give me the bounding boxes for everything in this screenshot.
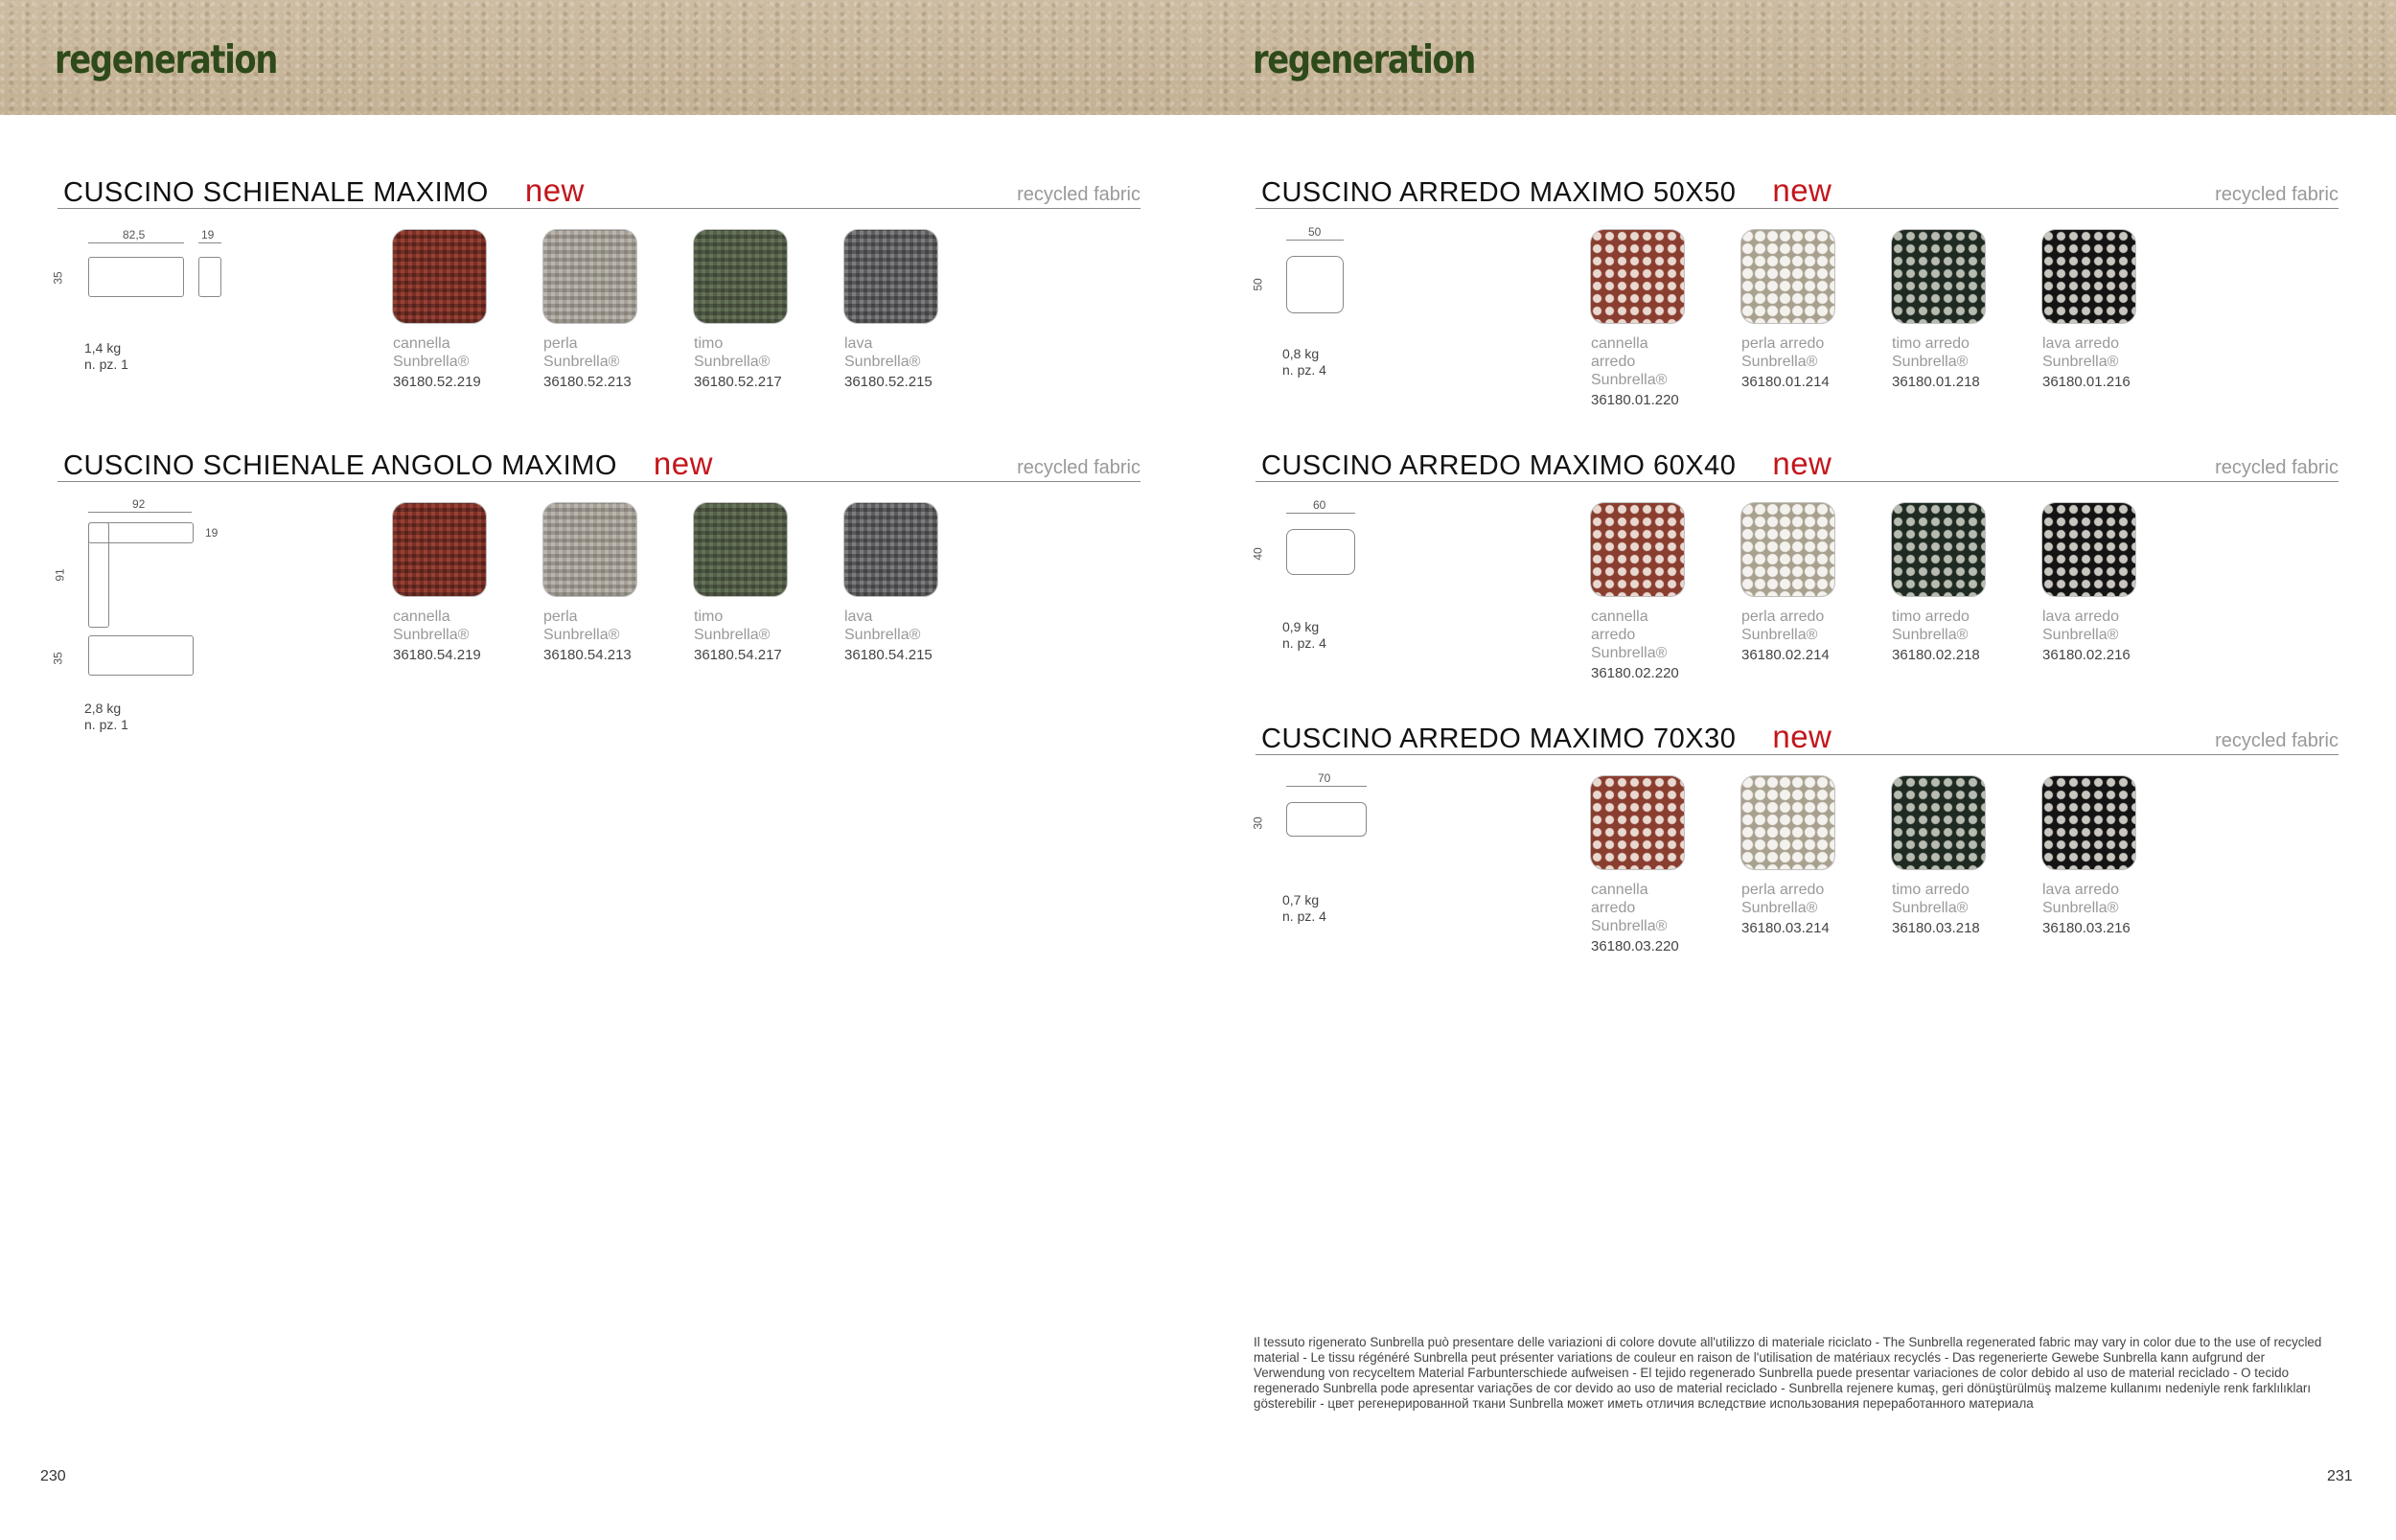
fabric-swatch: cannella arredo Sunbrella® 36180.03.220 — [1591, 776, 1687, 954]
dim-depth: 19 — [201, 228, 215, 241]
disclaimer-text: Il tessuto rigenerato Sunbrella può presentare delle variazioni di colore dovute all'utilizzo di materiale riciclato - The Sunbrella regenerated fabric may vary in color due to the use of recycled material - Le tissu régénéré Sunbrella peut présenter variations de couleur en raison de l'utilisation de matériaux recyclés - Das regenerierte Gewebe Sunbrella kann aufgrund der Verwendung von recyceltem Material Farbunterschiede aufweisen - El tejido regenerado Sunbrella puede presentar variaciones de color debido al uso de material reciclado - O tecido regenerado Sunbrella pode apresentar variações de cor devido ao uso de material reciclado - Sunbrella rejenere kumaş, geri dönüştürülmüş malzeme kullanımı nedeniyle renk farklılıkları gösterebilir - цвет регенерированной ткани Sunbrella может иметь отличия вследствие использования переработанного материала — [1254, 1335, 2322, 1411]
recycled-label: recycled fabric — [2215, 730, 2338, 751]
product-section — [51, 172, 1140, 450]
divider — [58, 208, 1140, 209]
dim-width: 92 — [132, 497, 146, 511]
weight-info: 0,7 kg n. pz. 4 — [1282, 892, 1326, 924]
product-section — [1251, 446, 2338, 724]
dim-height: 50 — [1251, 278, 1265, 291]
brand-logo: regeneration — [55, 36, 278, 82]
new-badge: new — [1772, 172, 1832, 208]
dim-line — [88, 242, 184, 243]
recycled-label: recycled fabric — [1017, 457, 1140, 478]
section-title: CUSCINO SCHIENALE MAXIMO new — [63, 172, 585, 208]
brand-logo: regeneration — [1253, 36, 1476, 82]
cushion-side-view — [198, 257, 221, 297]
dim-height: 35 — [51, 652, 65, 665]
fabric-swatch: lava arredo Sunbrella® 36180.03.216 — [2042, 776, 2138, 936]
fabric-swatch: lava arredo Sunbrella® 36180.02.216 — [2042, 503, 2138, 663]
fabric-swatch: timo arredo Sunbrella® 36180.03.218 — [1892, 776, 1988, 936]
new-badge: new — [524, 172, 585, 208]
fabric-swatch: timo arredo Sunbrella® 36180.02.218 — [1892, 503, 1988, 663]
header-banner-right — [1198, 0, 2396, 115]
dim-height: 91 — [53, 568, 67, 582]
dim-line — [198, 242, 221, 243]
dim-line — [88, 512, 192, 513]
fabric-swatch: lava Sunbrella® 36180.52.215 — [844, 230, 940, 390]
fabric-swatch: cannella Sunbrella® 36180.52.219 — [393, 230, 489, 390]
product-section — [1251, 719, 2338, 997]
dim-width: 82,5 — [123, 228, 146, 241]
dim-line — [1286, 786, 1367, 787]
weight-info: 1,4 kg n. pz. 1 — [84, 340, 128, 372]
weight-info: 0,9 kg n. pz. 4 — [1282, 619, 1326, 651]
fabric-swatch: timo Sunbrella® 36180.54.217 — [694, 503, 790, 663]
page-number-left: 230 — [40, 1468, 66, 1484]
fabric-swatch: lava Sunbrella® 36180.54.215 — [844, 503, 940, 663]
page-number-right: 231 — [2327, 1468, 2353, 1484]
fabric-swatch: perla arredo Sunbrella® 36180.03.214 — [1741, 776, 1837, 936]
dim-height: 35 — [51, 271, 65, 285]
divider — [1256, 754, 2338, 755]
recycled-label: recycled fabric — [2215, 457, 2338, 478]
fabric-swatch: lava arredo Sunbrella® 36180.01.216 — [2042, 230, 2138, 390]
divider — [1256, 208, 2338, 209]
recycled-label: recycled fabric — [1017, 184, 1140, 205]
fabric-swatch: cannella arredo Sunbrella® 36180.02.220 — [1591, 503, 1687, 681]
weight-info: 0,8 kg n. pz. 4 — [1282, 346, 1326, 378]
new-badge: new — [1772, 446, 1832, 481]
dim-height: 30 — [1251, 816, 1265, 830]
dim-depth: 19 — [205, 526, 219, 540]
fabric-swatch: perla Sunbrella® 36180.54.213 — [543, 503, 639, 663]
fabric-swatch: cannella arredo Sunbrella® 36180.01.220 — [1591, 230, 1687, 408]
section-title: CUSCINO SCHIENALE ANGOLO MAXIMO new — [63, 446, 713, 481]
section-title: CUSCINO ARREDO MAXIMO 60X40 new — [1261, 446, 1832, 481]
product-section — [51, 446, 1140, 752]
section-title: CUSCINO ARREDO MAXIMO 70X30 new — [1261, 719, 1832, 754]
fabric-swatch: timo arredo Sunbrella® 36180.01.218 — [1892, 230, 1988, 390]
divider — [1256, 481, 2338, 482]
dim-height: 40 — [1251, 547, 1265, 561]
recycled-label: recycled fabric — [2215, 184, 2338, 205]
dim-line — [1286, 240, 1344, 241]
section-title: CUSCINO ARREDO MAXIMO 50X50 new — [1261, 172, 1832, 208]
product-section — [1251, 172, 2338, 450]
corner-cushion-side — [88, 522, 109, 628]
dim-line — [1286, 513, 1355, 514]
fabric-swatch: cannella Sunbrella® 36180.54.219 — [393, 503, 489, 663]
fabric-swatch: timo Sunbrella® 36180.52.217 — [694, 230, 790, 390]
cushion-outline — [1286, 529, 1355, 575]
cushion-outline — [1286, 802, 1367, 837]
dim-width: 60 — [1313, 498, 1326, 512]
fabric-swatch: perla arredo Sunbrella® 36180.01.214 — [1741, 230, 1837, 390]
cushion-front-view — [88, 257, 184, 297]
fabric-swatch: perla Sunbrella® 36180.52.213 — [543, 230, 639, 390]
dim-width: 70 — [1318, 771, 1331, 785]
fabric-swatch: perla arredo Sunbrella® 36180.02.214 — [1741, 503, 1837, 663]
new-badge: new — [1772, 719, 1832, 754]
corner-cushion-front-view — [88, 635, 194, 676]
dim-width: 50 — [1308, 225, 1322, 239]
divider — [58, 481, 1140, 482]
header-banner-left — [0, 0, 1198, 115]
new-badge: new — [653, 446, 713, 481]
cushion-outline — [1286, 256, 1344, 313]
weight-info: 2,8 kg n. pz. 1 — [84, 701, 128, 732]
